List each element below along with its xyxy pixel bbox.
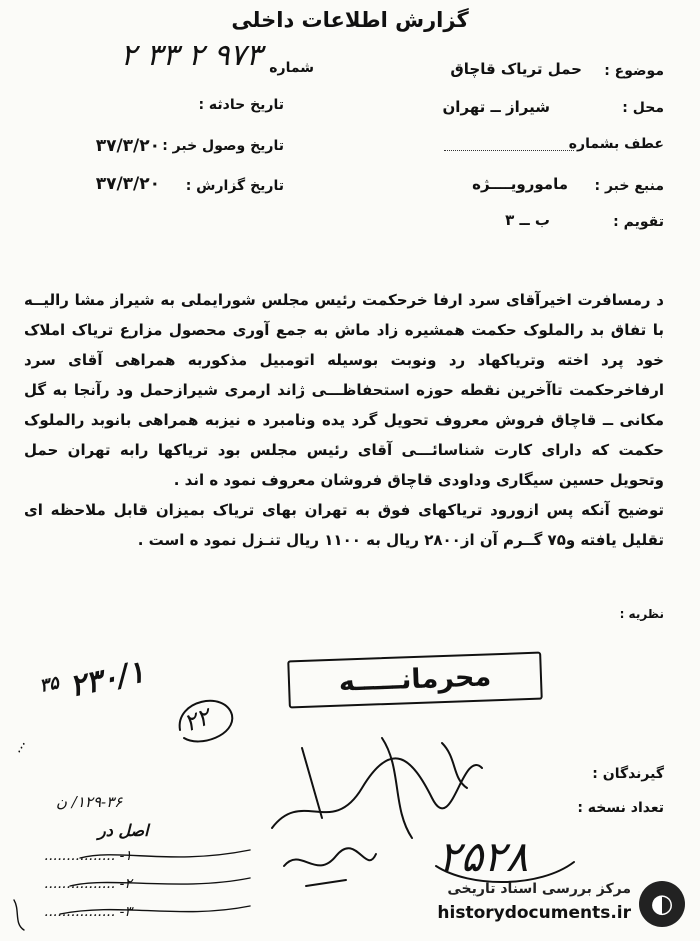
receipt-date-label: تاریخ وصول خبر : bbox=[162, 138, 284, 154]
notes-line-1: ۱- ................ bbox=[44, 848, 132, 864]
subject-value: حمل تریاک قاچاق bbox=[450, 60, 582, 78]
report-date-label: تاریخ گزارش : bbox=[185, 178, 284, 194]
report-body bbox=[24, 285, 664, 555]
file-code: ۱۲۹-۳۶/ ن bbox=[56, 793, 123, 811]
confidential-stamp: محرمانـــــه bbox=[287, 652, 543, 709]
side-scribble: ... bbox=[8, 736, 29, 756]
document-title: گزارش اطلاعات داخلی bbox=[231, 8, 469, 32]
margin-note bbox=[38, 654, 148, 710]
report-paragraph-1: د رمسافرت اخیرآقای سرد ارفا خرحکمت رئیس مجلس شورایملی به شیراز مشا رالیــه با تفاق بد رالملوک حکمت همشیره زاد ماش به جمع آوری محصول مزارع تریاک املاک خود پرد اخته وتریاکهاد رد ونوبت بوسیله اتومبیل مذکوربه همراهی آقای سرد ارفاخرحکمت تاآخرین نقطه حوزه استحفاظـــی ژاند ارمری شیرازحمل ود رآنجا به گل مکانی ــ قاچاق فروش معروف تحویل گرد یده ونامبرد ه نیزبه همراهی بانوبد رالملوک حکمت که دارای کارت شناسائـــی آقای رئیس مجلس بود تریاکها رابه تهران حمل وتحویل حسین سیگاری وداودی قاچاق فروشان معروف نمود ه اند . bbox=[24, 291, 664, 489]
number-label: شماره bbox=[269, 60, 314, 76]
number-value: ۹۷۳ ۲ ۳۳ ۲ bbox=[120, 38, 262, 73]
margin-note-main: ۲۳۰/۱ bbox=[66, 654, 148, 705]
circle-mark bbox=[170, 690, 240, 750]
notes-scribbles bbox=[10, 840, 260, 935]
handwritten-circled-number: ۲۲ bbox=[179, 702, 214, 738]
watermark-logo bbox=[423, 875, 693, 937]
source-value: مامورویــــژه bbox=[472, 175, 568, 193]
reference-dotted-line bbox=[444, 150, 574, 151]
reference-label: عطف بشماره bbox=[568, 136, 664, 152]
incident-date-label: تاریخ حادثه : bbox=[198, 97, 284, 113]
report-date-value: ۳۷/۳/۲۰ bbox=[95, 174, 160, 194]
opinion-label: نظریه : bbox=[619, 607, 664, 621]
source-label: منبع خبر : bbox=[594, 178, 664, 194]
notes-line-2: ۲- ................ bbox=[44, 876, 132, 892]
watermark-url: historydocuments.ir bbox=[437, 903, 631, 923]
report-paragraph-2: توضیح آنکه پس ازورود تریاکهای فوق به تهران بهای تریاک بمیزان قابل ملاحظه ای تقلیل یافته و۷۵ گــرم آن از۲۸۰۰ ریال به ۱۱۰۰ ریال تنـزل نمود ه است . bbox=[24, 501, 664, 549]
signature bbox=[262, 728, 492, 848]
archive-logo-icon: ◐ bbox=[639, 881, 685, 927]
receipt-date-value: ۳۷/۳/۲۰ bbox=[95, 136, 160, 156]
location-label: محل : bbox=[622, 100, 664, 116]
copies-label: تعداد نسخه : bbox=[577, 800, 664, 816]
notes-line-3: ۳- ................ bbox=[44, 904, 132, 920]
second-signature bbox=[276, 836, 386, 896]
location-value: شیراز ــ تهران bbox=[442, 98, 550, 116]
rating-label: تقویم : bbox=[613, 214, 664, 230]
notes-heading: اصل در bbox=[98, 821, 149, 840]
recipients-label: گیرندگان : bbox=[592, 766, 664, 782]
handwritten-number: ۲۵۲۸ bbox=[438, 832, 529, 881]
watermark-org-name: مرکز بررسی اسناد تاریخی bbox=[447, 881, 631, 897]
subject-label: موضوع : bbox=[604, 63, 664, 79]
margin-note-superscript: ۳۵ bbox=[37, 672, 61, 697]
rating-value: ب ــ ۳ bbox=[505, 211, 550, 229]
